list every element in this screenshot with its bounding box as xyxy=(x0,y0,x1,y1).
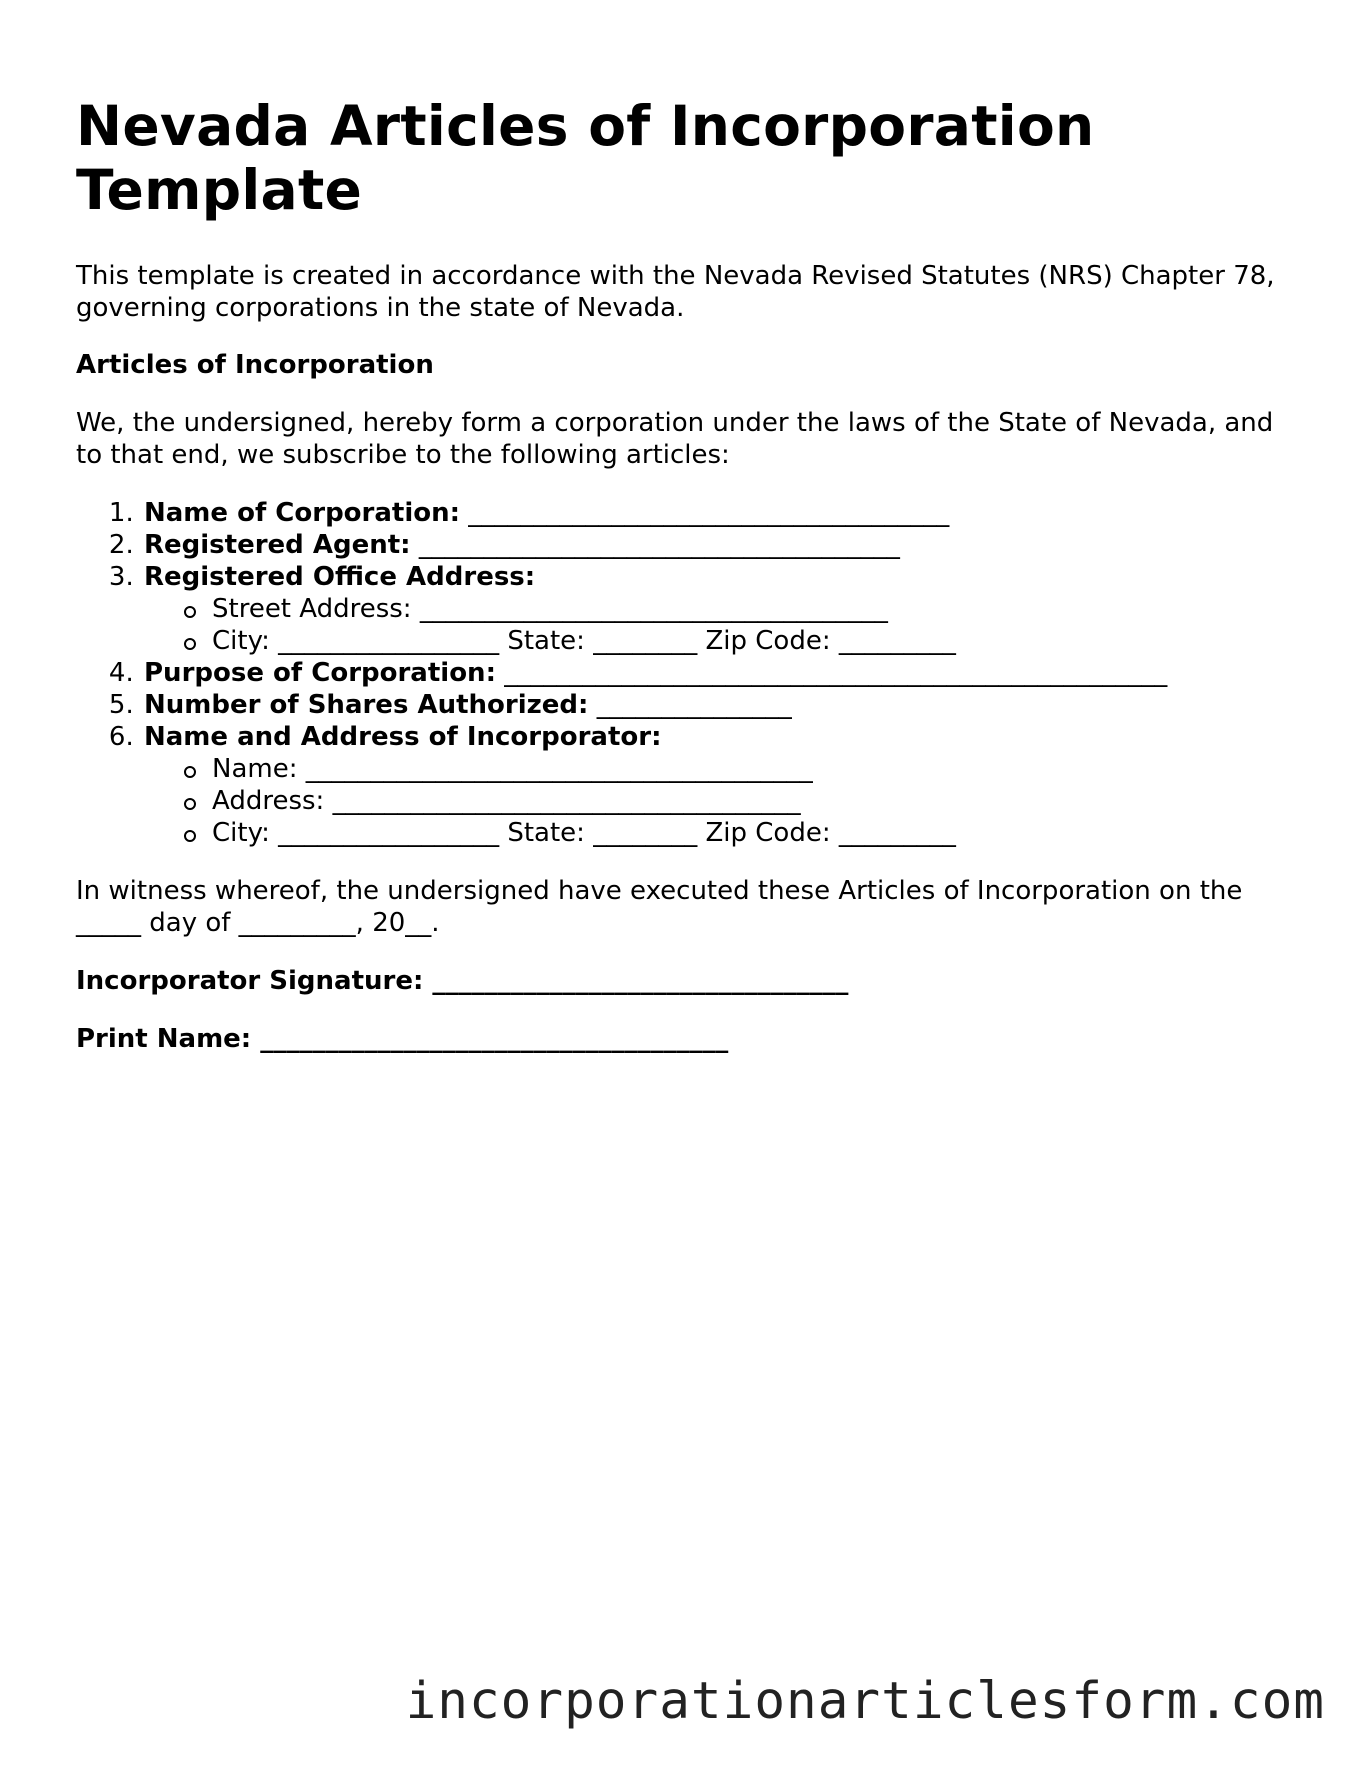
blank-line: _____________________________________ xyxy=(418,530,900,560)
article-shares-authorized xyxy=(142,689,1296,721)
blank-line: _____________________________________ xyxy=(468,498,950,528)
intro-paragraph: This template is created in accordance with the Nevada Revised Statutes (NRS) Chapter 78, governing corporations in the state of Nevada. xyxy=(76,261,1275,323)
article-label: Number of Shares Authorized: xyxy=(144,690,589,720)
article-incorporator xyxy=(142,721,1296,849)
article-registered-agent xyxy=(142,529,1296,561)
witness-paragraph: In witness whereof, the undersigned have executed these Articles of Incorporation on the _____ day of _________, 20__. xyxy=(76,876,1243,938)
article-name-of-corporation xyxy=(142,497,1296,529)
document-title: Nevada Articles of Incorporation Template xyxy=(76,94,1095,222)
blank-line: ___________________________________________________ xyxy=(504,658,1168,688)
office-city-state-zip: City: _________________ State: ________ Zip Code: _________ xyxy=(184,625,1296,657)
incorporator-address: Address: ____________________________________ xyxy=(184,785,1296,817)
incorporator-sublist xyxy=(144,753,1296,849)
document-page xyxy=(76,94,1296,1055)
article-label: Name of Corporation: xyxy=(144,498,461,528)
article-registered-office xyxy=(142,561,1296,657)
site-watermark: incorporationarticlesform.com xyxy=(405,1672,1325,1731)
articles-list xyxy=(76,497,1296,849)
office-street-address: Street Address: ____________________________________ xyxy=(184,593,1296,625)
print-name-line: Print Name: ____________________________________ xyxy=(76,1024,729,1054)
office-address-sublist xyxy=(144,593,1296,657)
incorporator-name: Name: _______________________________________ xyxy=(184,753,1296,785)
article-purpose xyxy=(142,657,1296,689)
article-label: Registered Office Address: xyxy=(144,562,536,592)
blank-line: _______________ xyxy=(596,690,792,720)
article-label: Name and Address of Incorporator: xyxy=(144,722,662,752)
preamble-paragraph: We, the undersigned, hereby form a corporation under the laws of the State of Nevada, and to that end, we subscribe to the following articles: xyxy=(76,408,1274,470)
incorporator-signature-line: Incorporator Signature: ________________________________ xyxy=(76,966,849,996)
incorporator-city-state-zip: City: _________________ State: ________ Zip Code: _________ xyxy=(184,817,1296,849)
article-label: Purpose of Corporation: xyxy=(144,658,496,688)
article-label: Registered Agent: xyxy=(144,530,411,560)
section-heading: Articles of Incorporation xyxy=(76,350,434,380)
